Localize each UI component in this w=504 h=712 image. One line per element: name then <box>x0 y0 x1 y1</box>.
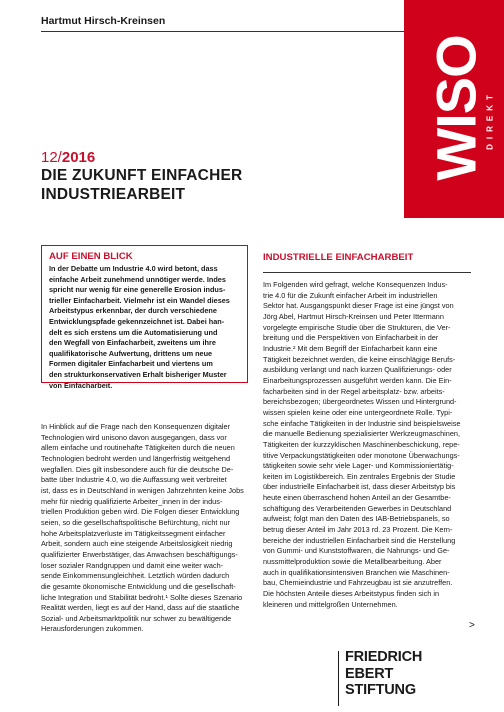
summary-heading: AUF EINEN BLICK <box>49 251 133 262</box>
text-line: Herausforderungen zukommen. <box>41 624 144 634</box>
text-line: batte über Industrie 4.0, wo die Auffassung weit verbreitet <box>41 475 227 485</box>
summary-line: den Wegfall von Einfacharbeit, zweitens um ihre <box>49 338 216 348</box>
text-line: ist, dass es in Deutschland in wenigen Jahrzehnten keine Jobs <box>41 485 244 495</box>
text-line: trie 4.0 für die Zukunft einfacher Arbeit im industriellen <box>263 290 438 300</box>
text-line: wissen spielen keine oder eine untergeordnete Rolle. Typi- <box>263 407 453 417</box>
text-line: Sektor hat. Ausgangspunkt dieser Frage ist eine jüngst von <box>263 301 454 311</box>
summary-line: den strukturkonservativen Erhalt bisheriger Muster <box>49 369 227 379</box>
text-line: bau, Chemieindustrie und Fahrzeugbau ist sie anzutreffen. <box>263 578 453 588</box>
text-line: liche Integration und Stabilität bedroht.¹ Sollte dieses Szenario <box>41 592 243 602</box>
text-line: Jörg Abel, Hartmut Hirsch-Kreinsen und Peter Ittermann <box>263 311 444 321</box>
text-line: Realität werden, liegt es auf der Hand, dass auf die staatliche <box>41 603 240 613</box>
text-line: Technologien wird unisono davon ausgegangen, dass vor <box>41 432 227 442</box>
summary-line: delt es sich erstens um die Automatisierung und <box>49 327 218 337</box>
text-line: triellen Produktion geben wird. Die Folgen dieser Entwicklung <box>41 507 240 517</box>
text-line: hohe Arbeitsplatzverluste im Tätigkeitssegment einfacher <box>41 528 226 538</box>
left-column-text <box>41 422 244 635</box>
text-line: über industrielle Einfacharbeit ist, dass dieser Arbeitstyp bis <box>263 482 456 492</box>
text-line: keiten im Logistikbereich. Ein zentrales Ergebnis der Studie <box>263 471 456 481</box>
text-line: loser sozialer Randgruppen und damit eine weiter wach- <box>41 560 224 570</box>
text-line: Technologien bedroht werden und längerfristig weitgehend <box>41 453 231 463</box>
continue-arrow: > <box>469 620 475 631</box>
summary-line: Arbeitstypus erkennbar, der durch verschiedene <box>49 306 217 316</box>
text-line: nussmittelproduktion sowie die Metallbearbeitung. Aber <box>263 557 442 567</box>
fes-logo-bar <box>338 651 339 706</box>
text-line: Im Folgenden wird gefragt, welche Konsequenzen Indus- <box>263 280 448 289</box>
text-line: heute einen überraschend hohen Anteil an der Gesamtbe- <box>263 493 451 503</box>
summary-line: In der Debatte um Industrie 4.0 wird betont, dass <box>49 264 218 273</box>
issue-num: 12/ <box>41 149 62 166</box>
text-line: titive Verpackungstätigkeiten oder monotone Überwachungs- <box>263 450 460 460</box>
text-line: auch in qualifikationsintensiven Branchen wie Maschinen- <box>263 567 450 577</box>
summary-box <box>41 245 248 390</box>
right-column-text <box>263 280 460 610</box>
text-line: ausbildung verlangt und nach kurzen Qualifizierungs- oder <box>263 365 452 375</box>
text-line: qualifizierter Erwerbstätiger, das Anwachsen beschäftigungs- <box>41 549 238 559</box>
wiso-direkt-logo <box>404 0 504 218</box>
fes-logo-line: FRIEDRICH <box>345 649 423 665</box>
fes-logo <box>345 649 422 699</box>
text-line: tätigkeiten sowie sehr viele Lager- und Kommissioniertätig- <box>263 461 454 471</box>
author-name: Hartmut Hirsch-Kreinsen <box>41 15 166 27</box>
summary-line: einfache Arbeit zunehmend unnötiger werde. Indes <box>49 274 226 284</box>
wiso-wordmark: WISO <box>424 35 488 181</box>
section-heading: INDUSTRIELLE EINFACHARBEIT <box>263 252 414 263</box>
text-line: Sozial- und Arbeitsmarktpolitik nur schwer zu bewältigende <box>41 613 232 623</box>
summary-line: Entwicklungspfade gekennzeichnet ist. Dabei han- <box>49 316 225 326</box>
text-line: vorgelegte empirische Studie über die Strukturen, die Ver- <box>263 322 451 332</box>
text-line: mehr für niedrig qualifizierte Arbeiter_innen in der indus- <box>41 496 223 506</box>
text-line: facharbeiten sind in der Regel arbeitsplatz- bzw. arbeits- <box>263 386 445 396</box>
title-line-1: DIE ZUKUNFT EINFACHER <box>41 167 243 184</box>
text-line: Arbeit, sondern auch eine steigende Arbeitslosigkeit niedrig <box>41 539 233 549</box>
fes-logo-line: EBERT <box>345 665 394 682</box>
text-line: bereichsbezogen; übergeordnetes Wissen und Hintergrund- <box>263 397 457 407</box>
text-line: allem einfache und routinehafte Tätigkeiten durch die neuen <box>41 443 235 453</box>
header-rule <box>41 31 404 32</box>
summary-line: spricht nur wenig für eine generelle Erosion indus- <box>49 285 226 295</box>
text-line: aufweist; folgt man den Daten des IAB-Betriebspanels, so <box>263 514 450 524</box>
text-line: wegfallen. Dies gilt insbesondere auch für die deutsche De- <box>41 464 234 474</box>
direkt-wordmark: DIREKT <box>485 90 495 150</box>
text-line: Industrie.² Mit dem Begriff der Einfacharbeit kann eine <box>263 343 438 353</box>
summary-line: Formen digitaler Einfacharbeit und viertens um <box>49 359 213 369</box>
text-line: In Hinblick auf die Frage nach den Konsequenzen digitaler <box>41 422 231 431</box>
text-line: die manuelle Bedienung spezialisierter Werkzeugmaschinen, <box>263 429 460 439</box>
text-line: breitung und die Perspektiven von Einfacharbeit in der <box>263 333 439 343</box>
text-line: sche einfache Tätigkeiten in der Industrie sind beispielsweise <box>263 418 461 428</box>
page-title <box>41 166 242 204</box>
text-line: bereiche der industriellen Einfacharbeit sind die Herstellung <box>263 535 456 545</box>
text-line: kleineren und mittelgroßen Unternehmen. <box>263 599 398 609</box>
text-line: sende Einkommensungleichheit. Letztlich würden dadurch <box>41 571 230 581</box>
issue-year: 2016 <box>61 149 96 166</box>
text-line: von Gummi- und Kunststoffwaren, die Nahrungs- und Ge- <box>263 546 450 556</box>
title-line-2: INDUSTRIEARBEIT <box>41 186 186 203</box>
section-rule <box>263 272 471 273</box>
text-line: betrug dieser Anteil im Jahr 2013 rd. 23 Prozent. Die Kern- <box>263 525 453 535</box>
summary-text <box>49 264 240 391</box>
summary-line: von Einfacharbeit. <box>49 380 113 390</box>
issue-number <box>41 149 95 166</box>
summary-line: trieller Einfacharbeit. Vielmehr ist ein Wandel dieses <box>49 295 230 305</box>
text-line: Die höchsten Anteile dieses Arbeitstypus finden sich in <box>263 589 440 599</box>
text-line: seien, so die gesellschaftspolitische Befürchtung, nicht nur <box>41 517 231 527</box>
text-line: Einarbeitungsprozessen ausgeführt werden kann. Die Ein- <box>263 375 452 385</box>
text-line: Tätigkeit bezeichnet werden, die keine einschlägige Berufs- <box>263 354 456 364</box>
text-line: Tätigkeiten der kurzzyklischen Maschinenbeschickung, repe- <box>263 439 460 449</box>
fes-logo-line: STIFTUNG <box>345 682 416 698</box>
summary-line: qualifikatorische Aufwertung, drittens um neue <box>49 348 213 358</box>
text-line: die gesamte ökonomische Entwicklung und die gesellschaft- <box>41 581 236 591</box>
text-line: schäftigung des Verarbeitenden Gewerbes in Deutschland <box>263 503 452 513</box>
